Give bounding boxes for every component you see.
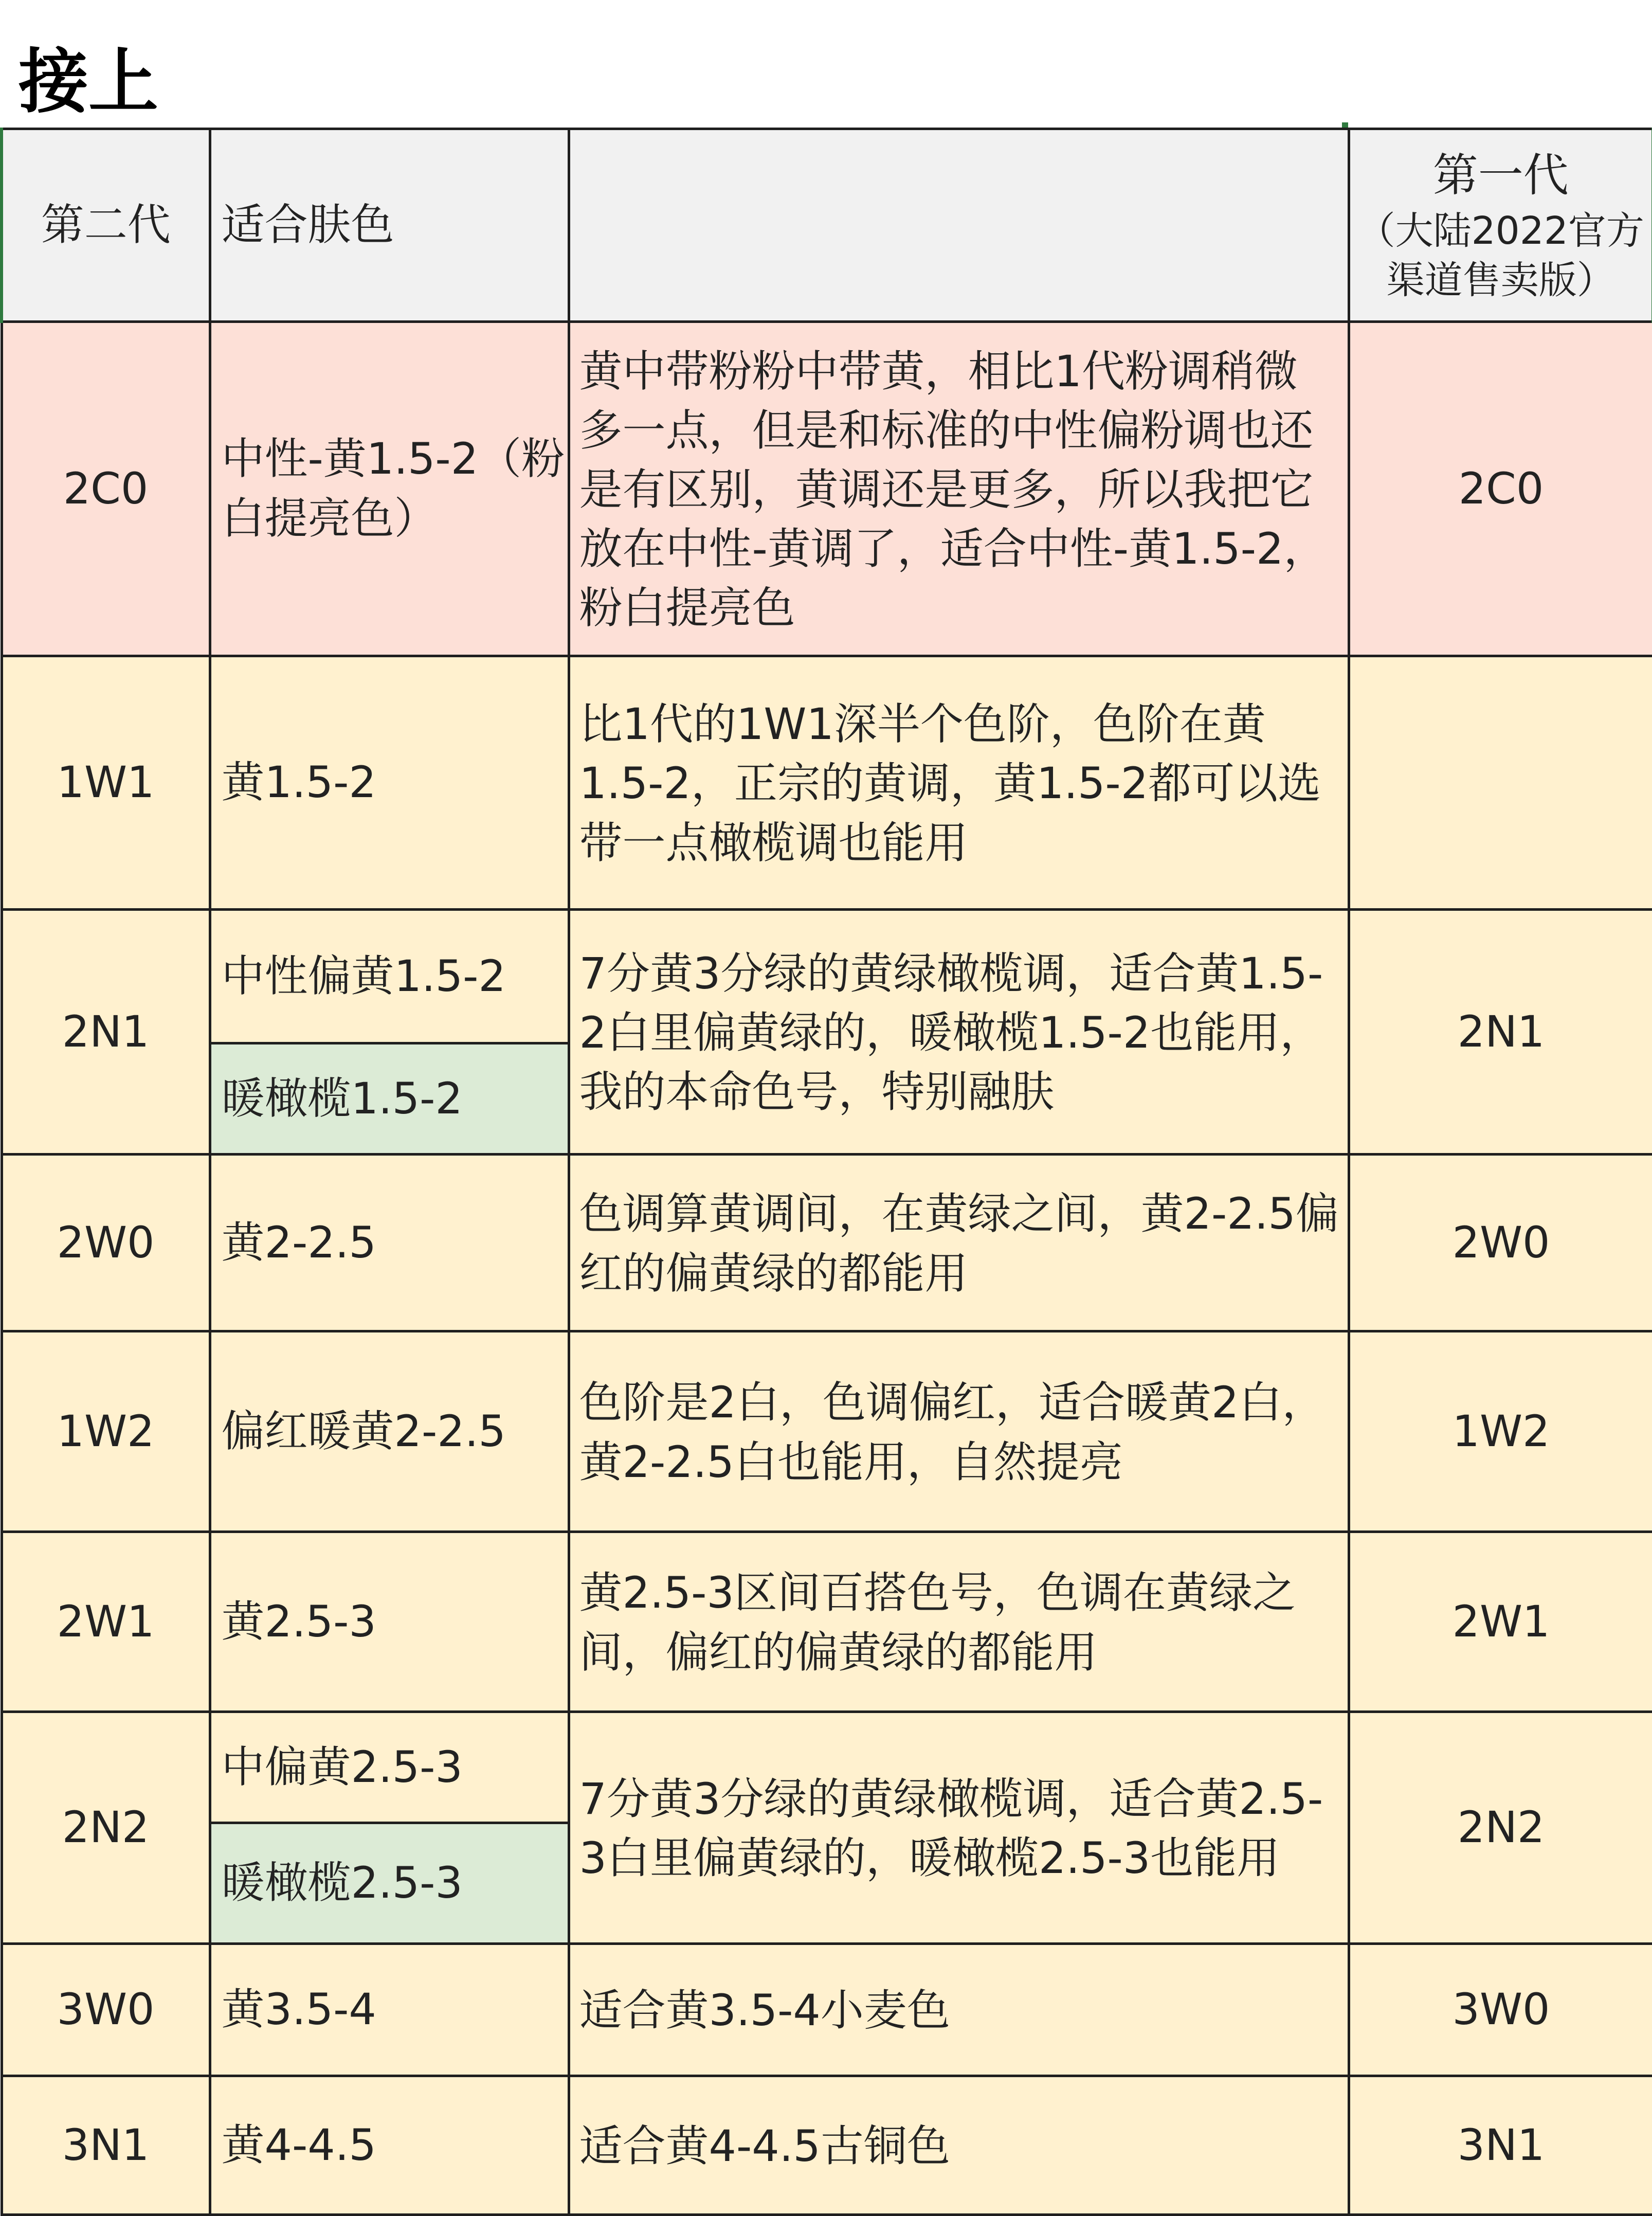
skin-tone: 黄1.5-2	[210, 656, 569, 910]
description: 适合黄4-4.5古铜色	[569, 2076, 1349, 2215]
gen2-code: 2W1	[2, 1532, 210, 1712]
header-gen1	[1349, 129, 1652, 322]
table-row	[2, 656, 1652, 910]
gen1-code: 2N1	[1349, 910, 1652, 1155]
skin-tone: 中性偏黄1.5-2	[210, 910, 569, 1043]
foundation-shade-table	[0, 128, 1652, 2216]
gen2-code: 1W2	[2, 1331, 210, 1532]
gen1-code: 3W0	[1349, 1944, 1652, 2076]
skin-tone-olive: 暖橄榄2.5-3	[210, 1823, 569, 1944]
table-row	[2, 1155, 1652, 1331]
header-skin: 适合肤色	[210, 129, 569, 322]
gen2-code: 1W1	[2, 656, 210, 910]
description: 色调算黄调间，在黄绿之间，黄2-2.5偏红的偏黄绿的都能用	[569, 1155, 1349, 1331]
gen1-code	[1349, 656, 1652, 910]
gen1-code: 2C0	[1349, 322, 1652, 656]
description: 7分黄3分绿的黄绿橄榄调，适合黄2.5-3白里偏黄绿的，暖橄榄2.5-3也能用	[569, 1712, 1349, 1944]
gen2-code: 2N2	[2, 1712, 210, 1944]
header-gen1-title: 第一代	[1432, 149, 1569, 202]
description: 比1代的1W1深半个色阶，色阶在黄1.5-2，正宗的黄调，黄1.5-2都可以选带一点橄榄调也能用	[569, 656, 1349, 910]
description: 7分黄3分绿的黄绿橄榄调，适合黄1.5-2白里偏黄绿的，暖橄榄1.5-2也能用，我的本命色号，特别融肤	[569, 910, 1349, 1155]
page-title: 接上	[19, 42, 158, 123]
description: 黄中带粉粉中带黄，相比1代粉调稍微多一点，但是和标准的中性偏粉调也还是有区别，黄调还是更多，所以我把它放在中性-黄调了，适合中性-黄1.5-2，粉白提亮色	[569, 322, 1349, 656]
gen2-code: 3W0	[2, 1944, 210, 2076]
skin-tone: 黄3.5-4	[210, 1944, 569, 2076]
skin-tone: 黄2.5-3	[210, 1532, 569, 1712]
gen2-code: 3N1	[2, 2076, 210, 2215]
header-gen1-subtitle: （大陆2022官方渠道售卖版）	[1357, 209, 1644, 303]
gen1-code: 3N1	[1349, 2076, 1652, 2215]
description: 黄2.5-3区间百搭色号，色调在黄绿之间，偏红的偏黄绿的都能用	[569, 1532, 1349, 1712]
header-row	[2, 129, 1652, 322]
gen1-code: 2W0	[1349, 1155, 1652, 1331]
gen2-code: 2W0	[2, 1155, 210, 1331]
skin-tone: 中性-黄1.5-2（粉白提亮色）	[210, 322, 569, 656]
skin-tone: 偏红暖黄2-2.5	[210, 1331, 569, 1532]
description: 色阶是2白，色调偏红，适合暖黄2白，黄2-2.5白也能用，自然提亮	[569, 1331, 1349, 1532]
skin-tone: 黄2-2.5	[210, 1155, 569, 1331]
table-row	[2, 1712, 1652, 1823]
gen1-code: 2W1	[1349, 1532, 1652, 1712]
gen1-code: 2N2	[1349, 1712, 1652, 1944]
skin-tone: 黄4-4.5	[210, 2076, 569, 2215]
gen1-code: 1W2	[1349, 1331, 1652, 1532]
header-desc	[569, 129, 1349, 322]
header-gen2: 第二代	[2, 129, 210, 322]
skin-tone-olive: 暖橄榄1.5-2	[210, 1043, 569, 1155]
table-row	[2, 1532, 1652, 1712]
gen2-code: 2C0	[2, 322, 210, 656]
table-row	[2, 910, 1652, 1043]
gen2-code: 2N1	[2, 910, 210, 1155]
table-row	[2, 322, 1652, 656]
skin-tone: 中偏黄2.5-3	[210, 1712, 569, 1823]
table-row	[2, 1944, 1652, 2076]
table-row	[2, 1331, 1652, 1532]
description: 适合黄3.5-4小麦色	[569, 1944, 1349, 2076]
table-row	[2, 2076, 1652, 2215]
